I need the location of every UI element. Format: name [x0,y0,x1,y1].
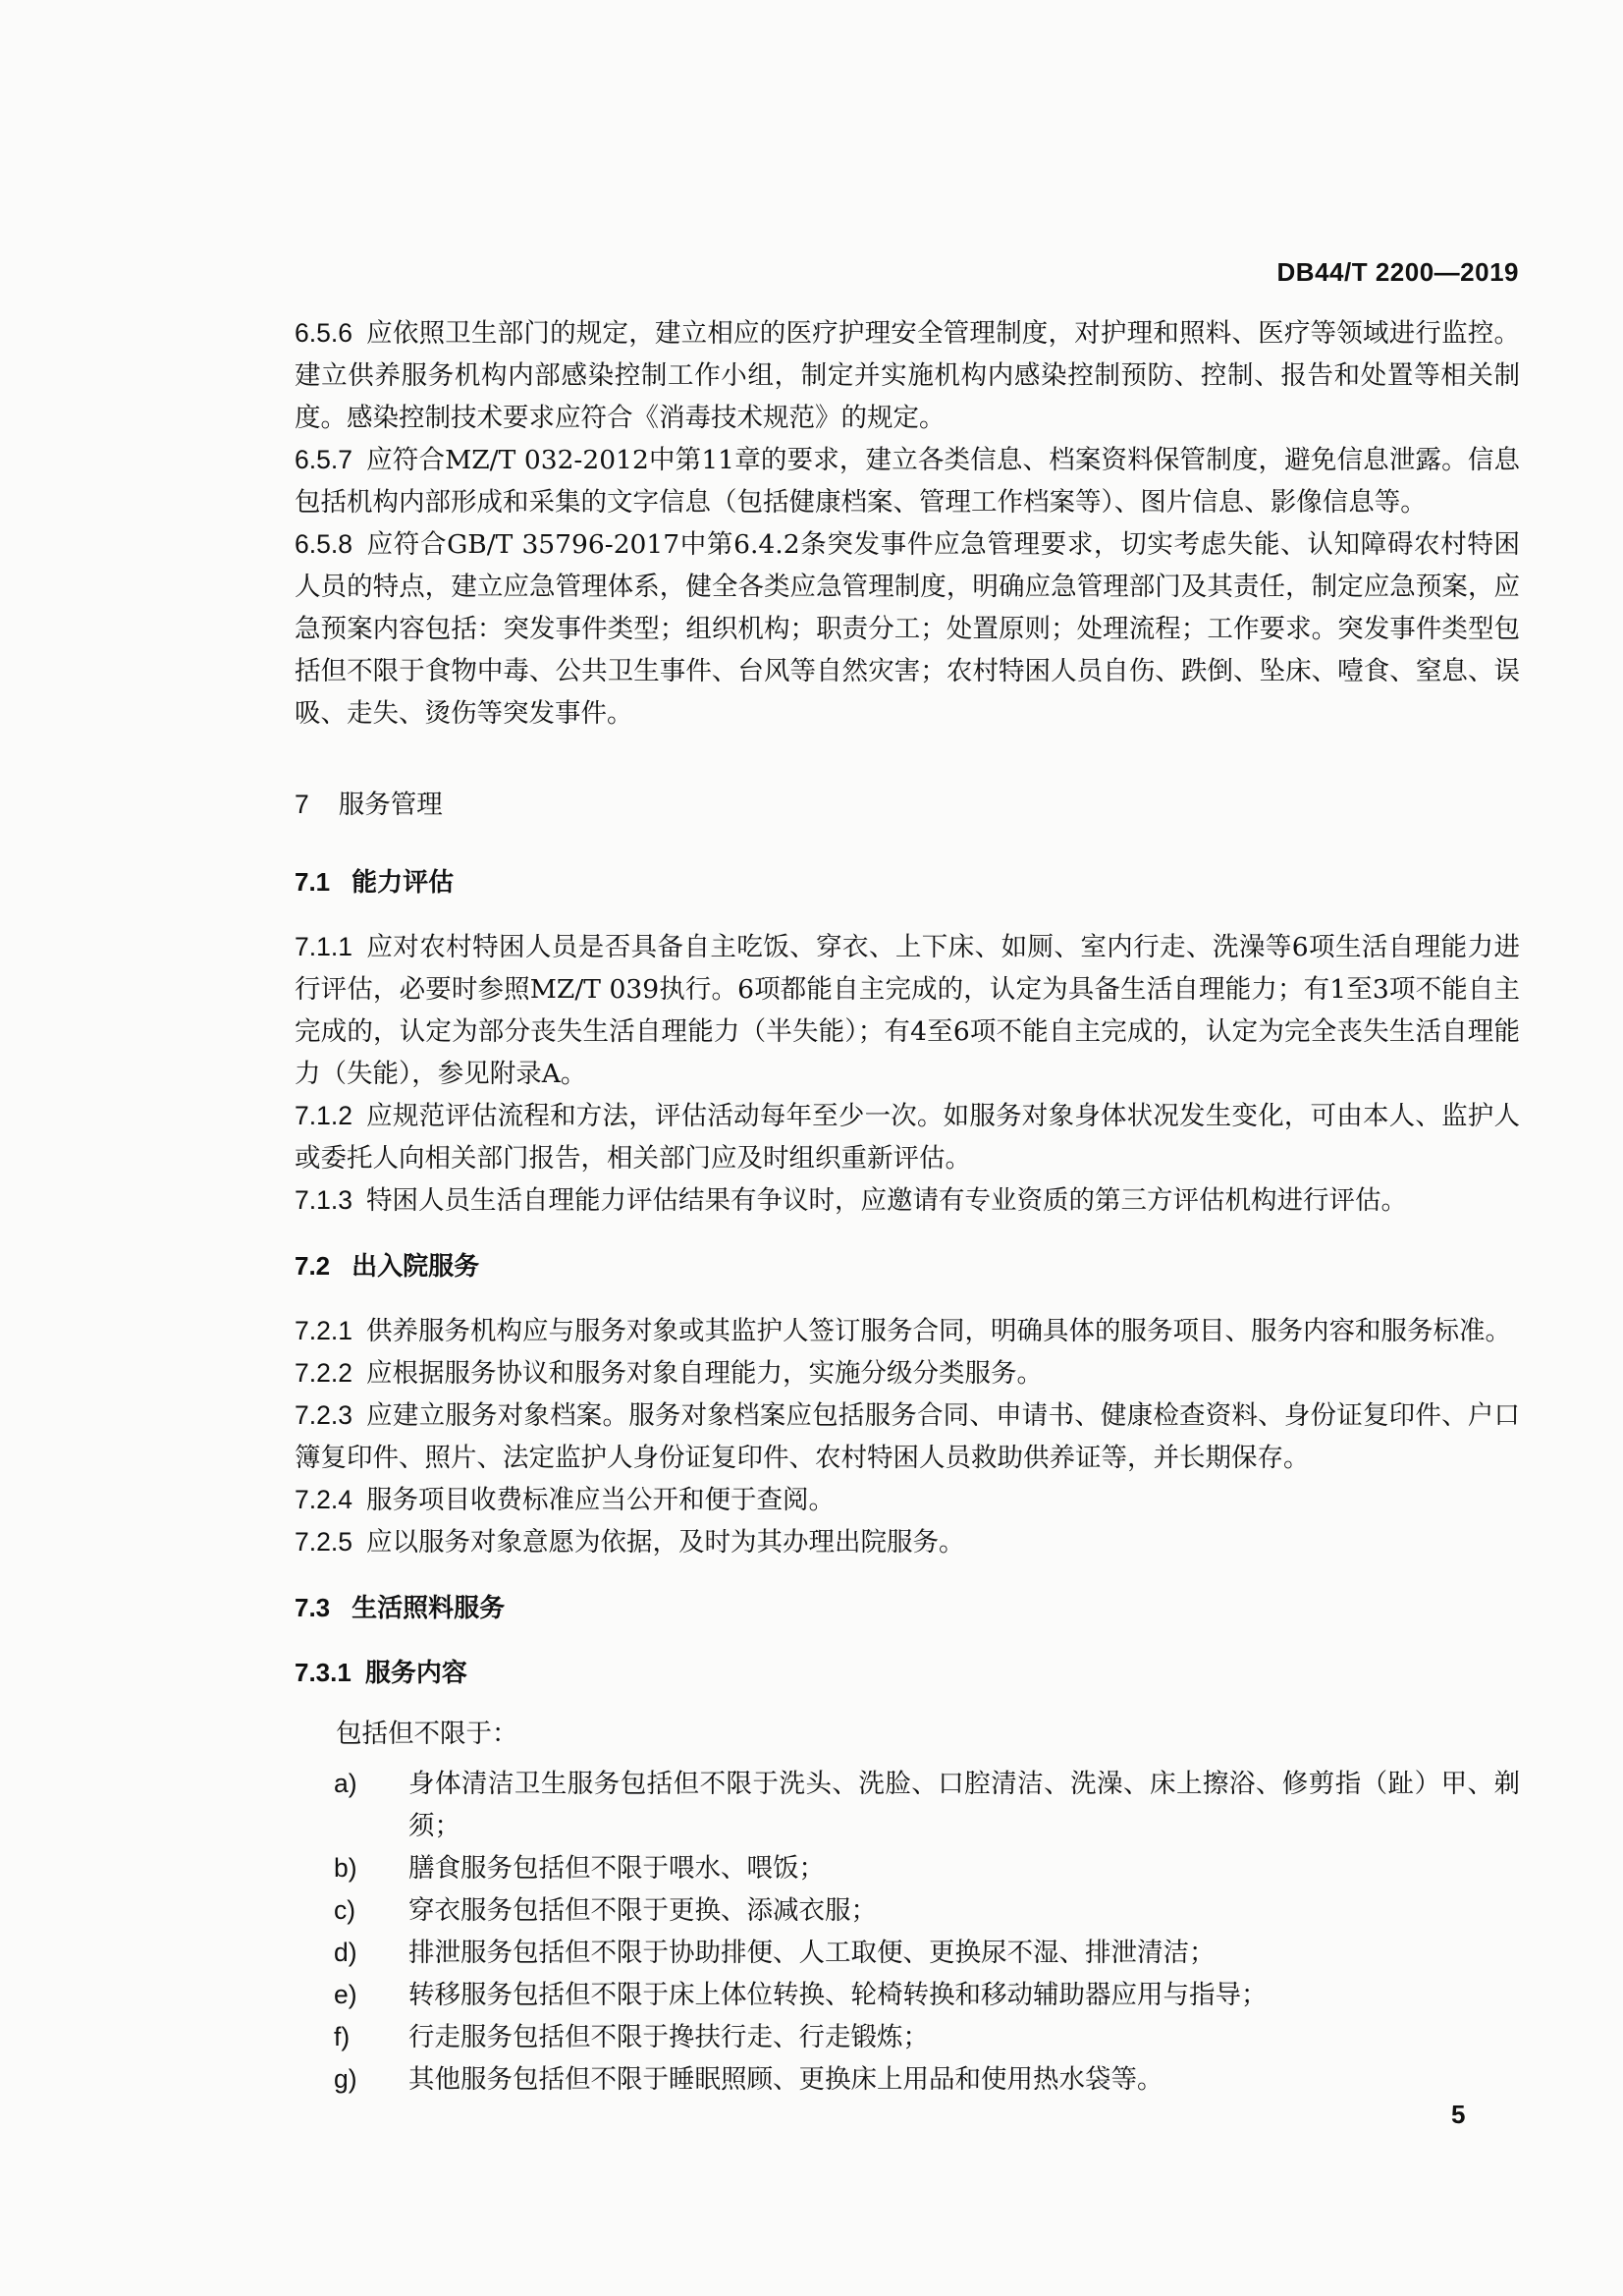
list-item [334,1974,1520,2016]
clause-text: 特困人员生活自理能力评估结果有争议时，应邀请有专业资质的第三方评估机构进行评估。 [365,1185,1407,1216]
section-7-1-heading [295,861,1520,904]
clause-number: 7.2.4 [295,1485,352,1514]
list-item-text: 穿衣服务包括但不限于更换、添减衣服； [408,1895,877,1926]
section-7-3-heading [295,1587,1520,1630]
clause-text: 应根据服务协议和服务对象自理能力，实施分级分类服务。 [365,1358,1043,1389]
clause-text: 应对农村特困人员是否具备自主吃饭、穿衣、上下床、如厕、室内行走、洗澡等6项生活自理能力进行评估，必要时参照MZ/T 039执行。6项都能自主完成的，认定为具备生活自理能力；有1至3项不能自主完成的，认定为部分丧失生活自理能力（半失能）；有4至6项不能自主完成的，认定为完全丧失生活自理能力（失能），参见附录A。 [295,932,1520,1089]
clause-number: 6.5.8 [295,529,352,559]
clause-7-2-2 [295,1352,1520,1394]
list-item-label: f) [334,2022,351,2051]
clause-7-2-5 [295,1521,1520,1563]
clause-7-1-2 [295,1095,1520,1179]
list-item-label: d) [334,1938,357,1967]
section-number: 7 [295,790,309,819]
list-item-label: g) [334,2064,357,2094]
list-item [334,1889,1520,1932]
clause-6-5-6 [295,312,1520,439]
clause-number: 7.2.2 [295,1358,352,1388]
clause-text: 应符合GB/T 35796-2017中第6.4.2条突发事件应急管理要求，切实考虑失能、认知障碍农村特困人员的特点，建立应急管理体系，健全各类应急管理制度，明确应急管理部门及其责任，制定应急预案，应急预案内容包括：突发事件类型；组织机构；职责分工；处置原则；处理流程；工作要求。突发事件类型包括但不限于食物中毒、公共卫生事件、台风等自然灾害；农村特困人员自伤、跌倒、坠床、噎食、窒息、误吸、走失、烫伤等突发事件。 [295,529,1520,729]
section-7-heading [295,784,1520,826]
clause-number: 6.5.6 [295,318,352,348]
clause-number: 7.1.1 [295,932,352,961]
section-title: 能力评估 [352,868,455,898]
list-item-text: 行走服务包括但不限于搀扶行走、行走锻炼； [408,2022,929,2052]
clause-7-2-1 [295,1310,1520,1352]
clause-7-1-1 [295,926,1520,1095]
page-number: 5 [1451,2100,1466,2129]
clause-text: 应规范评估流程和方法，评估活动每年至少一次。如服务对象身体状况发生变化，可由本人、监护人或委托人向相关部门报告，相关部门应及时组织重新评估。 [295,1101,1520,1174]
clause-number: 7.1.2 [295,1101,352,1130]
clause-text: 应依照卫生部门的规定，建立相应的医疗护理安全管理制度，对护理和照料、医疗等领域进行监控。建立供养服务机构内部感染控制工作小组，制定并实施机构内感染控制预防、控制、报告和处置等相关制度。感染控制技术要求应符合《消毒技术规范》的规定。 [295,318,1520,433]
list-intro: 包括但不限于： [336,1719,518,1749]
list-item-label: b) [334,1853,357,1883]
list-item [334,1847,1520,1889]
service-list [295,1763,1520,2101]
section-title: 出入院服务 [352,1252,480,1282]
section-title: 生活照料服务 [352,1594,506,1623]
clause-number: 7.2.5 [295,1527,352,1557]
clause-text: 服务项目收费标准应当公开和便于查阅。 [365,1485,835,1515]
clause-7-2-4 [295,1479,1520,1521]
clause-6-5-8 [295,523,1520,735]
document-code-header: DB44/T 2200—2019 [1276,257,1519,287]
section-title: 服务管理 [338,790,443,820]
list-item-text: 膳食服务包括但不限于喂水、喂饭； [408,1853,825,1884]
clause-text: 供养服务机构应与服务对象或其监护人签订服务合同，明确具体的服务项目、服务内容和服务标准。 [365,1316,1511,1346]
list-item [334,2016,1520,2058]
section-7-3-1-heading [295,1652,1520,1695]
section-title: 服务内容 [364,1659,467,1688]
list-item-label: c) [334,1895,356,1925]
list-item-text: 转移服务包括但不限于床上体位转换、轮椅转换和移动辅助器应用与指导； [408,1980,1268,2010]
list-item-text: 排泄服务包括但不限于协助排便、人工取便、更换尿不湿、排泄清洁； [408,1938,1216,1968]
clause-number: 7.2.1 [295,1316,352,1345]
clause-7-1-3 [295,1179,1520,1222]
list-item-text: 身体清洁卫生服务包括但不限于洗头、洗脸、口腔清洁、洗澡、床上擦浴、修剪指（趾）甲、剃须； [408,1769,1520,1841]
list-item [334,1932,1520,1974]
list-item-label: e) [334,1980,357,2009]
list-item-text: 其他服务包括但不限于睡眠照顾、更换床上用品和使用热水袋等。 [408,2064,1163,2095]
section-number: 7.1 [295,867,331,897]
clause-6-5-7 [295,439,1520,523]
section-7-2-heading [295,1245,1520,1288]
list-item-label: a) [334,1769,357,1798]
clause-text: 应建立服务对象档案。服务对象档案应包括服务合同、申请书、健康检查资料、身份证复印件、户口簿复印件、照片、法定监护人身份证复印件、农村特困人员救助供养证等，并长期保存。 [295,1400,1520,1473]
section-number: 7.2 [295,1251,331,1281]
clause-number: 6.5.7 [295,445,352,474]
clause-text: 应符合MZ/T 032-2012中第11章的要求，建立各类信息、档案资料保管制度，避免信息泄露。信息包括机构内部形成和采集的文字信息（包括健康档案、管理工作档案等）、图片信息、影像信息等。 [295,445,1520,518]
clause-7-2-3 [295,1394,1520,1479]
list-item [334,2058,1520,2101]
clause-number: 7.1.3 [295,1185,352,1215]
clause-number: 7.2.3 [295,1400,352,1430]
list-item [334,1763,1520,1847]
section-number: 7.3 [295,1593,331,1622]
clause-text: 应以服务对象意愿为依据，及时为其办理出院服务。 [365,1527,965,1558]
page-body [295,312,1520,2101]
section-number: 7.3.1 [295,1658,352,1687]
